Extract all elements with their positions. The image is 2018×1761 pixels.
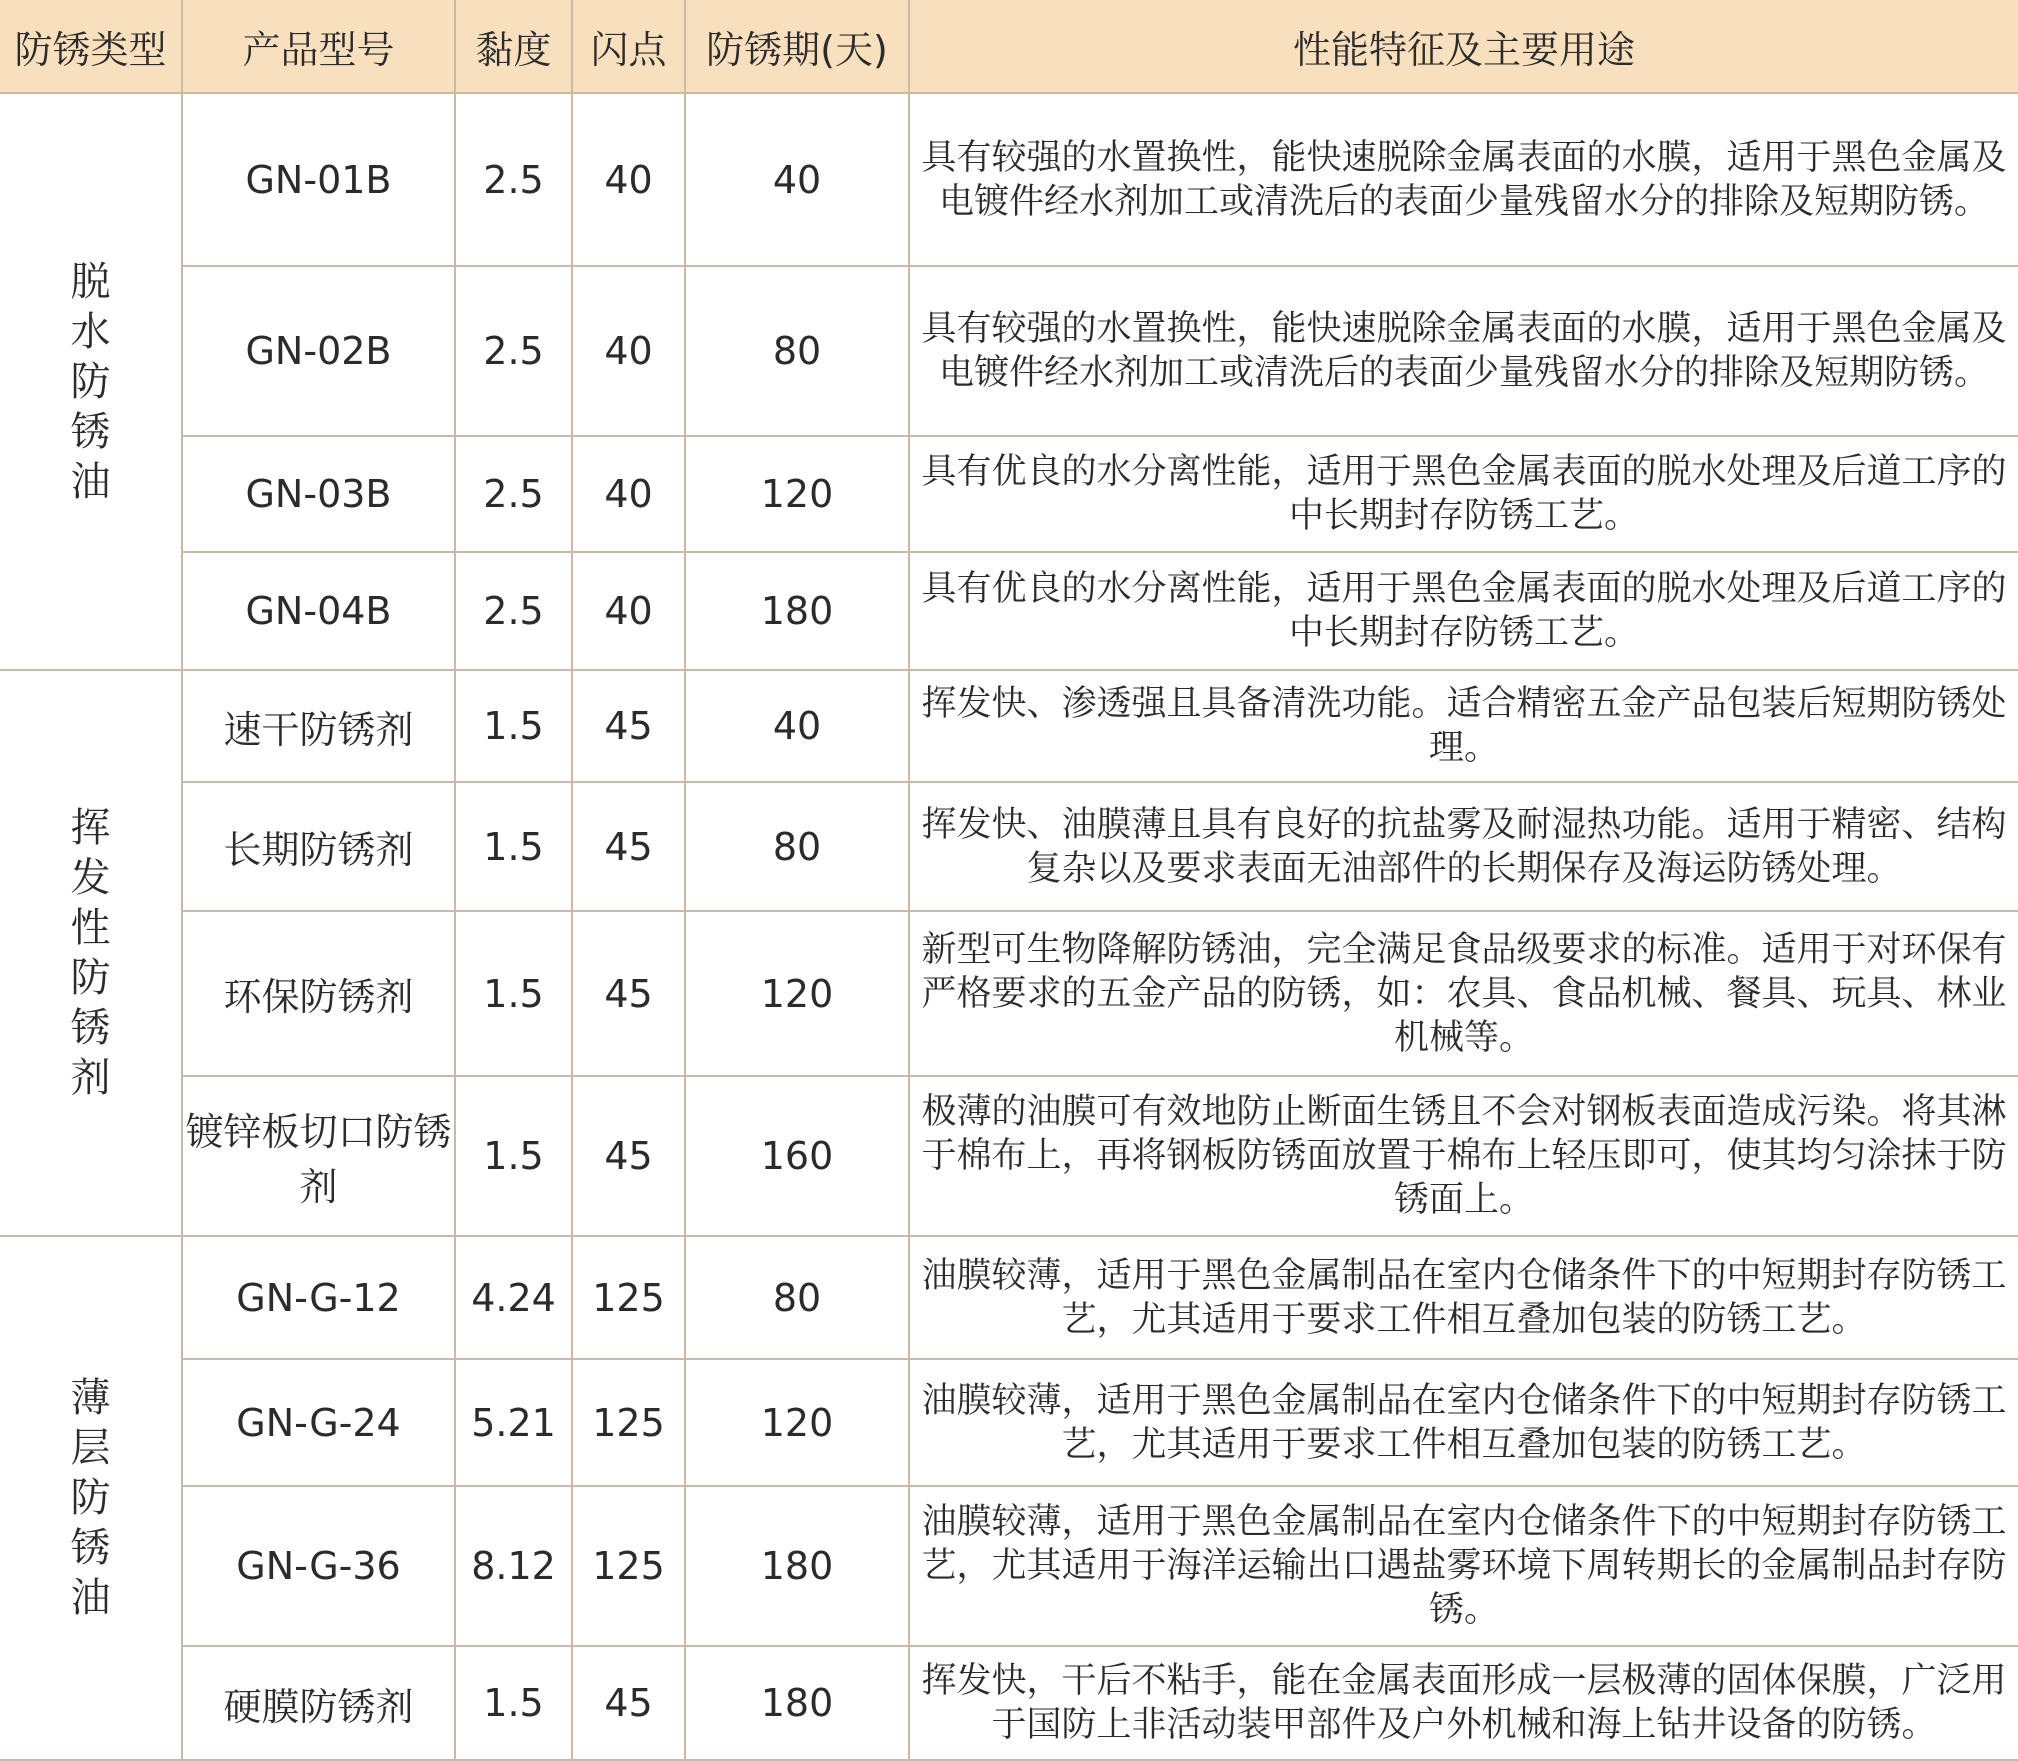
cell-period: 40 — [685, 93, 909, 266]
cell-model: 长期防锈剂 — [182, 782, 455, 911]
cell-period: 120 — [685, 1359, 909, 1486]
cell-flash-point: 40 — [572, 93, 685, 266]
cell-period: 180 — [685, 552, 909, 670]
table-row — [0, 782, 2018, 911]
cell-period: 120 — [685, 436, 909, 552]
table-row — [0, 670, 2018, 782]
cell-type — [0, 1236, 182, 1760]
cell-flash-point: 45 — [572, 1646, 685, 1760]
cell-description: 挥发快、渗透强且具备清洗功能。适合精密五金产品包装后短期防锈处理。 — [909, 670, 2018, 782]
cell-description: 油膜较薄，适用于黑色金属制品在室内仓储条件下的中短期封存防锈工艺，尤其适用于要求工件相互叠加包装的防锈工艺。 — [909, 1359, 2018, 1486]
type-label: 脱水防锈油 — [70, 258, 111, 505]
cell-viscosity: 2.5 — [455, 93, 572, 266]
cell-description: 具有优良的水分离性能，适用于黑色金属表面的脱水处理及后道工序的中长期封存防锈工艺。 — [909, 436, 2018, 552]
cell-period: 40 — [685, 670, 909, 782]
cell-period: 80 — [685, 266, 909, 436]
cell-viscosity: 1.5 — [455, 911, 572, 1076]
cell-model: GN-G-36 — [182, 1486, 455, 1646]
cell-period: 120 — [685, 911, 909, 1076]
header-flash-point: 闪点 — [572, 0, 685, 93]
cell-period: 160 — [685, 1076, 909, 1236]
cell-model: GN-G-12 — [182, 1236, 455, 1359]
cell-viscosity: 2.5 — [455, 266, 572, 436]
cell-model: 环保防锈剂 — [182, 911, 455, 1076]
header-model: 产品型号 — [182, 0, 455, 93]
cell-model: GN-04B — [182, 552, 455, 670]
cell-description: 油膜较薄，适用于黑色金属制品在室内仓储条件下的中短期封存防锈工艺，尤其适用于要求工件相互叠加包装的防锈工艺。 — [909, 1236, 2018, 1359]
cell-period: 80 — [685, 782, 909, 911]
cell-viscosity: 2.5 — [455, 552, 572, 670]
cell-type — [0, 93, 182, 670]
cell-type — [0, 670, 182, 1236]
cell-model: 镀锌板切口防锈剂 — [182, 1076, 455, 1236]
cell-flash-point: 40 — [572, 436, 685, 552]
cell-model: 硬膜防锈剂 — [182, 1646, 455, 1760]
cell-period: 180 — [685, 1486, 909, 1646]
cell-flash-point: 45 — [572, 670, 685, 782]
cell-description: 具有较强的水置换性，能快速脱除金属表面的水膜，适用于黑色金属及电镀件经水剂加工或清洗后的表面少量残留水分的排除及短期防锈。 — [909, 266, 2018, 436]
cell-viscosity: 1.5 — [455, 1076, 572, 1236]
cell-flash-point: 45 — [572, 911, 685, 1076]
table-row — [0, 552, 2018, 670]
table-row — [0, 911, 2018, 1076]
cell-description: 具有优良的水分离性能，适用于黑色金属表面的脱水处理及后道工序的中长期封存防锈工艺。 — [909, 552, 2018, 670]
cell-description: 挥发快、油膜薄且具有良好的抗盐雾及耐湿热功能。适用于精密、结构复杂以及要求表面无油部件的长期保存及海运防锈处理。 — [909, 782, 2018, 911]
cell-flash-point: 45 — [572, 1076, 685, 1236]
cell-flash-point: 125 — [572, 1359, 685, 1486]
table-row — [0, 266, 2018, 436]
cell-flash-point: 40 — [572, 552, 685, 670]
table-row — [0, 93, 2018, 266]
header-period: 防锈期(天) — [685, 0, 909, 93]
cell-model: GN-03B — [182, 436, 455, 552]
cell-viscosity: 1.5 — [455, 782, 572, 911]
header-description: 性能特征及主要用途 — [909, 0, 2018, 93]
cell-viscosity: 4.24 — [455, 1236, 572, 1359]
cell-description: 挥发快，干后不粘手，能在金属表面形成一层极薄的固体保膜，广泛用于国防上非活动装甲部件及户外机械和海上钻井设备的防锈。 — [909, 1646, 2018, 1760]
cell-model: GN-G-24 — [182, 1359, 455, 1486]
cell-model: GN-02B — [182, 266, 455, 436]
cell-viscosity: 8.12 — [455, 1486, 572, 1646]
table-row — [0, 1359, 2018, 1486]
cell-viscosity: 2.5 — [455, 436, 572, 552]
cell-model: 速干防锈剂 — [182, 670, 455, 782]
cell-viscosity: 5.21 — [455, 1359, 572, 1486]
cell-viscosity: 1.5 — [455, 1646, 572, 1760]
table-body — [0, 93, 2018, 1760]
table-row — [0, 1646, 2018, 1760]
table-row — [0, 1486, 2018, 1646]
table-row — [0, 1236, 2018, 1359]
cell-period: 80 — [685, 1236, 909, 1359]
cell-flash-point: 45 — [572, 782, 685, 911]
header-viscosity: 黏度 — [455, 0, 572, 93]
cell-flash-point: 40 — [572, 266, 685, 436]
cell-description: 新型可生物降解防锈油，完全满足食品级要求的标准。适用于对环保有严格要求的五金产品的防锈，如：农具、食品机械、餐具、玩具、林业机械等。 — [909, 911, 2018, 1076]
table-header — [0, 0, 2018, 93]
cell-model: GN-01B — [182, 93, 455, 266]
cell-description: 具有较强的水置换性，能快速脱除金属表面的水膜，适用于黑色金属及电镀件经水剂加工或清洗后的表面少量残留水分的排除及短期防锈。 — [909, 93, 2018, 266]
cell-period: 180 — [685, 1646, 909, 1760]
cell-flash-point: 125 — [572, 1236, 685, 1359]
table-row — [0, 1076, 2018, 1236]
table-row — [0, 436, 2018, 552]
cell-viscosity: 1.5 — [455, 670, 572, 782]
type-label: 挥发性防锈剂 — [70, 805, 111, 1101]
header-type: 防锈类型 — [0, 0, 182, 93]
cell-description: 油膜较薄，适用于黑色金属制品在室内仓储条件下的中短期封存防锈工艺，尤其适用于海洋运输出口遇盐雾环境下周转期长的金属制品封存防锈。 — [909, 1486, 2018, 1646]
cell-flash-point: 125 — [572, 1486, 685, 1646]
type-label: 薄层防锈油 — [70, 1375, 111, 1621]
cell-description: 极薄的油膜可有效地防止断面生锈且不会对钢板表面造成污染。将其淋于棉布上，再将钢板防锈面放置于棉布上轻压即可，使其均匀涂抹于防锈面上。 — [909, 1076, 2018, 1236]
